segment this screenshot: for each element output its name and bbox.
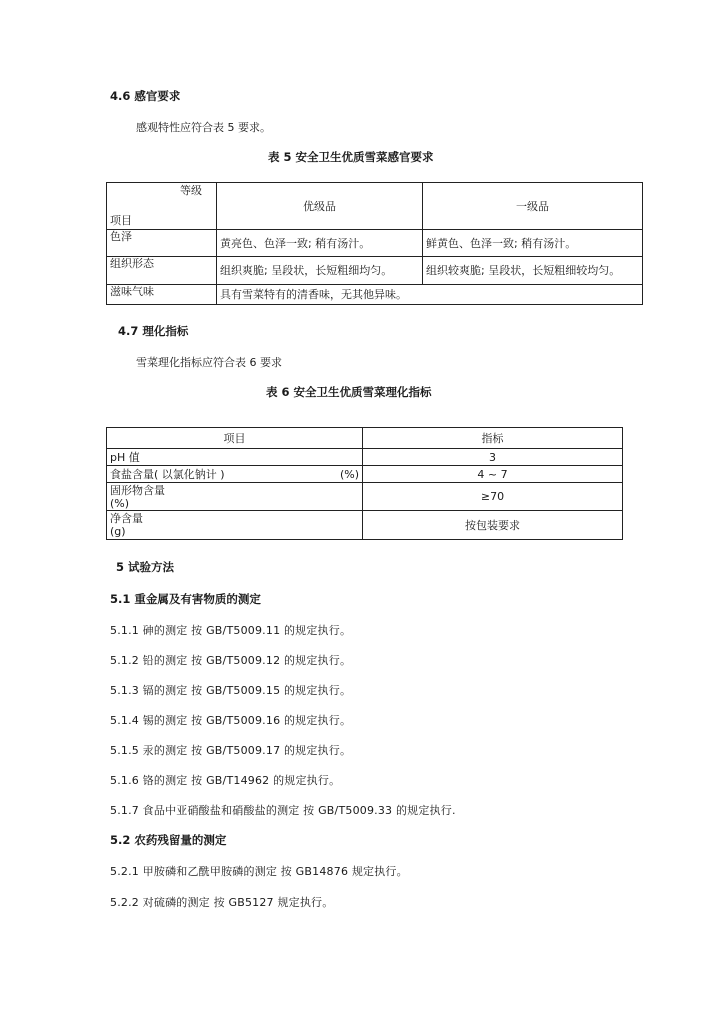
table-5-header-premium: 优级品 <box>217 183 423 230</box>
list-item: 5.1.5 汞的测定 按 GB/T5009.17 的规定执行。 <box>110 744 352 757</box>
table-6-item: 固形物含量 <box>110 483 165 497</box>
list-item: 5.1.6 铬的测定 按 GB/T14962 的规定执行。 <box>110 774 341 787</box>
table-row <box>107 483 623 511</box>
table-6-unit: (%) <box>110 496 130 510</box>
table-row <box>107 449 623 466</box>
table-6-value: ≥70 <box>363 483 623 511</box>
table-5-corner-cell <box>107 183 217 230</box>
table-5-corner-item: 项目 <box>110 214 132 227</box>
section-5-heading: 5 试验方法 <box>116 560 175 574</box>
table-row <box>107 466 623 483</box>
section-4-7-paragraph: 雪菜理化指标应符合表 6 要求 <box>136 356 282 369</box>
table-6 <box>106 427 623 540</box>
table-5 <box>106 182 643 305</box>
table-6-item: 食盐含量( 以氯化钠计 ) <box>107 466 299 483</box>
list-item: 5.1.1 砷的测定 按 GB/T5009.11 的规定执行。 <box>110 624 352 637</box>
table-6-header-index: 指标 <box>363 428 623 449</box>
list-item: 5.1.7 食品中亚硝酸盐和硝酸盐的测定 按 GB/T5009.33 的规定执行. <box>110 804 456 817</box>
table-6-item: 净含量 <box>110 512 143 525</box>
table-5-item: 色泽 <box>107 230 217 257</box>
table-5-header-first: 一级品 <box>423 183 643 230</box>
table-row <box>107 257 643 285</box>
table-5-corner-grade: 等级 <box>180 184 202 197</box>
section-4-7-heading: 4.7 理化指标 <box>118 324 189 338</box>
table-6-header-item: 项目 <box>107 428 363 449</box>
section-5-1-heading: 5.1 重金属及有害物质的测定 <box>110 592 261 606</box>
table-6-value: 按包装要求 <box>363 511 623 540</box>
table-6-item-cell <box>107 511 363 540</box>
table-5-premium-value: 组织爽脆; 呈段状，长短粗细均匀。 <box>217 257 423 285</box>
table-5-premium-value: 黄亮色、色泽一致; 稍有汤汁。 <box>217 230 423 257</box>
table-5-merged-value: 具有雪菜特有的清香味，无其他异味。 <box>217 285 643 305</box>
table-row <box>107 230 643 257</box>
table-5-first-value: 鲜黄色、色泽一致; 稍有汤汁。 <box>423 230 643 257</box>
table-6-unit: (g) <box>110 525 126 538</box>
table-6-item-cell <box>107 483 363 511</box>
list-item: 5.1.3 镉的测定 按 GB/T5009.15 的规定执行。 <box>110 684 352 697</box>
table-6-unit <box>299 449 363 466</box>
table-6-item: pH 值 <box>107 449 299 466</box>
table-6-unit: (%) <box>299 466 363 483</box>
table-row <box>107 511 623 540</box>
table-row <box>107 285 643 305</box>
list-item: 5.2.1 甲胺磷和乙酰甲胺磷的测定 按 GB14876 规定执行。 <box>110 865 408 878</box>
section-5-2-heading: 5.2 农药残留量的测定 <box>110 833 227 847</box>
list-item: 5.1.2 铅的测定 按 GB/T5009.12 的规定执行。 <box>110 654 352 667</box>
table-5-caption: 表 5 安全卫生优质雪菜感官要求 <box>268 150 434 164</box>
list-item: 5.1.4 锡的测定 按 GB/T5009.16 的规定执行。 <box>110 714 352 727</box>
list-item: 5.2.2 对硫磷的测定 按 GB5127 规定执行。 <box>110 896 334 909</box>
table-5-item: 组织形态 <box>107 257 217 285</box>
table-5-item: 滋味气味 <box>107 285 217 305</box>
section-4-6-heading: 4.6 感官要求 <box>110 89 181 103</box>
table-6-value: 3 <box>363 449 623 466</box>
table-6-value: 4 ~ 7 <box>363 466 623 483</box>
table-6-caption: 表 6 安全卫生优质雪菜理化指标 <box>266 385 432 399</box>
table-5-first-value: 组织较爽脆; 呈段状，长短粗细较均匀。 <box>423 257 643 285</box>
section-4-6-paragraph: 感观特性应符合表 5 要求。 <box>136 121 271 134</box>
